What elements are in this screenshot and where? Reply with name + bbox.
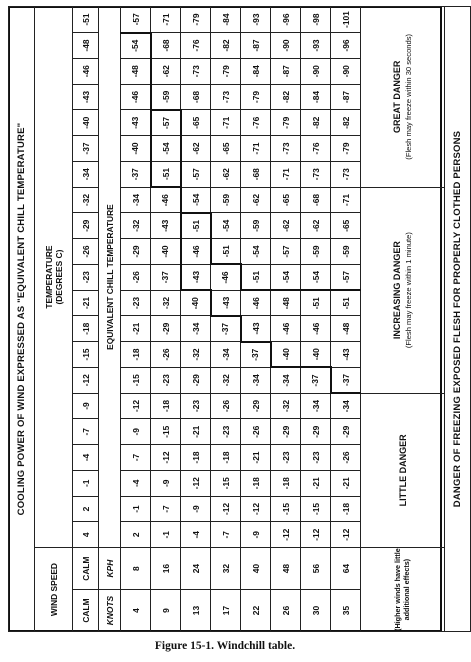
chill-value: -32 — [181, 342, 211, 368]
temperature-value: 2 — [73, 496, 99, 522]
chill-value: -21 — [301, 470, 331, 496]
chill-value: -82 — [301, 110, 331, 136]
data-row — [271, 7, 301, 632]
chill-value: -54 — [211, 213, 241, 239]
danger-zone — [361, 187, 445, 393]
chill-value: -79 — [331, 136, 361, 162]
chill-value: -34 — [121, 187, 151, 213]
temperature-value: -51 — [73, 7, 99, 33]
chill-value: -62 — [301, 213, 331, 239]
temperature-value: -7 — [73, 419, 99, 445]
chill-value: -21 — [181, 419, 211, 445]
chill-value: -32 — [121, 213, 151, 239]
chill-value: -34 — [271, 367, 301, 393]
chill-value: -34 — [211, 342, 241, 368]
chill-value: -26 — [241, 419, 271, 445]
chill-value: -87 — [271, 58, 301, 84]
chill-value: -12 — [151, 445, 181, 471]
chill-value: -51 — [301, 290, 331, 316]
chill-value: -59 — [151, 84, 181, 110]
data-row — [331, 7, 361, 632]
chill-value: -73 — [301, 161, 331, 187]
calm-label: CALM — [73, 548, 99, 590]
chill-value: -43 — [241, 316, 271, 342]
kph-value: 16 — [151, 548, 181, 590]
temperature-label: TEMPERATURE — [43, 245, 54, 309]
chill-value: -23 — [211, 419, 241, 445]
temperature-value: -15 — [73, 342, 99, 368]
data-row — [151, 7, 181, 632]
chill-value: -23 — [301, 445, 331, 471]
higher-winds-note: (Higher winds have little additional effects) — [361, 548, 445, 632]
data-row — [211, 7, 241, 632]
chill-value: -46 — [301, 316, 331, 342]
chill-value: -51 — [241, 264, 271, 290]
windchill-table — [8, 6, 471, 632]
chill-value: -79 — [271, 110, 301, 136]
chill-value: -9 — [121, 419, 151, 445]
chill-value: -46 — [271, 316, 301, 342]
chill-value: -62 — [271, 213, 301, 239]
chill-value: -90 — [271, 33, 301, 59]
chill-value: -51 — [211, 239, 241, 265]
data-row — [301, 7, 331, 632]
chill-value: -7 — [121, 445, 151, 471]
temperature-value: -1 — [73, 470, 99, 496]
chill-value: -68 — [241, 161, 271, 187]
kph-value: 32 — [211, 548, 241, 590]
chill-value: -73 — [271, 136, 301, 162]
chill-value: -7 — [211, 522, 241, 548]
chill-value: -57 — [181, 161, 211, 187]
windchill-table-rotated — [8, 6, 463, 632]
header-row — [35, 7, 73, 632]
chill-value: -87 — [241, 33, 271, 59]
temperature-value: -18 — [73, 316, 99, 342]
chill-value: -29 — [301, 419, 331, 445]
chill-value: -46 — [151, 187, 181, 213]
chill-value: -12 — [181, 470, 211, 496]
chill-value: 2 — [121, 522, 151, 548]
chill-value: -26 — [121, 264, 151, 290]
danger-zone-title: INCREASING DANGER — [392, 241, 402, 340]
chill-value: -93 — [241, 7, 271, 33]
temperature-value: 4 — [73, 522, 99, 548]
bottom-banner-row — [445, 7, 471, 632]
unit-label: KNOTS — [99, 590, 121, 632]
chill-value: -71 — [331, 187, 361, 213]
chill-value: -12 — [331, 522, 361, 548]
chill-value: -1 — [121, 496, 151, 522]
chill-value: -18 — [181, 445, 211, 471]
knots-value: 35 — [331, 590, 361, 632]
chill-value: -37 — [121, 161, 151, 187]
chill-value: -7 — [151, 496, 181, 522]
bottom-banner: DANGER OF FREEZING EXPOSED FLESH FOR PROPERLY CLOTHED PERSONS — [445, 7, 471, 632]
chill-value: -62 — [151, 58, 181, 84]
equivalent-chill-label: EQUIVALENT CHILL TEMPERATURE — [99, 7, 121, 548]
chill-value: -84 — [241, 58, 271, 84]
chill-value: -57 — [151, 110, 181, 136]
chill-value: -40 — [271, 342, 301, 368]
chill-value: -34 — [241, 367, 271, 393]
chill-value: -9 — [181, 496, 211, 522]
chill-value: -18 — [241, 470, 271, 496]
chill-value: -15 — [271, 496, 301, 522]
chill-value: -90 — [301, 58, 331, 84]
unit-label: KPH — [99, 548, 121, 590]
chill-value: -62 — [181, 136, 211, 162]
chill-value: -26 — [211, 393, 241, 419]
chill-value: -32 — [271, 393, 301, 419]
chill-value: -37 — [151, 264, 181, 290]
chill-value: -43 — [151, 213, 181, 239]
temperature-unit: (DEGREES C) — [53, 249, 64, 305]
chill-value: -59 — [211, 187, 241, 213]
chill-value: -40 — [301, 342, 331, 368]
chill-value: -79 — [181, 7, 211, 33]
chill-value: -23 — [121, 290, 151, 316]
chill-value: -37 — [331, 367, 361, 393]
chill-value: -18 — [211, 445, 241, 471]
chill-value: -23 — [181, 393, 211, 419]
chill-value: -96 — [331, 33, 361, 59]
chill-value: -26 — [151, 342, 181, 368]
chill-value: -65 — [181, 110, 211, 136]
kph-value: 64 — [331, 548, 361, 590]
chill-value: -46 — [121, 84, 151, 110]
chill-value: -34 — [181, 316, 211, 342]
knots-value: 26 — [271, 590, 301, 632]
chill-value: -84 — [301, 84, 331, 110]
danger-zone-title: GREAT DANGER — [392, 60, 402, 133]
chill-value: -65 — [271, 187, 301, 213]
chill-value: -84 — [211, 7, 241, 33]
chill-value: -48 — [121, 58, 151, 84]
chill-value: -4 — [121, 470, 151, 496]
chill-value: -93 — [301, 33, 331, 59]
chill-value: -46 — [241, 290, 271, 316]
kph-value: 8 — [121, 548, 151, 590]
figure-caption: Figure 15-1. Windchill table. — [154, 640, 296, 652]
danger-zone-note: (Flesh may freeze within 30 seconds) — [404, 33, 413, 160]
chill-value: -87 — [331, 84, 361, 110]
chill-value: -65 — [331, 213, 361, 239]
chill-value: -29 — [331, 419, 361, 445]
chill-value: -32 — [151, 290, 181, 316]
table-title: COOLING POWER OF WIND EXPRESSED AS "EQUIVALENT CHILL TEMPERATURE" — [9, 7, 35, 632]
kph-value: 48 — [271, 548, 301, 590]
chill-value: -54 — [301, 264, 331, 290]
chill-value: -90 — [331, 58, 361, 84]
chill-value: -46 — [181, 239, 211, 265]
chill-value: -59 — [331, 239, 361, 265]
knots-value: 22 — [241, 590, 271, 632]
chill-value: -40 — [151, 239, 181, 265]
chill-value: -18 — [271, 470, 301, 496]
chill-value: -23 — [151, 367, 181, 393]
chill-value: -21 — [121, 316, 151, 342]
calm-temperature-row — [73, 7, 99, 632]
kph-value: 40 — [241, 548, 271, 590]
chill-value: -73 — [181, 58, 211, 84]
chill-value: -54 — [151, 136, 181, 162]
temperature-value: -32 — [73, 187, 99, 213]
chill-value: -46 — [211, 264, 241, 290]
chill-value: -48 — [331, 316, 361, 342]
chill-value: -18 — [331, 496, 361, 522]
chill-value: -26 — [331, 445, 361, 471]
data-row — [121, 7, 151, 632]
chill-value: -37 — [211, 316, 241, 342]
chill-value: -82 — [211, 33, 241, 59]
chill-value: -21 — [241, 445, 271, 471]
temperature-value: -4 — [73, 445, 99, 471]
temperature-value: -21 — [73, 290, 99, 316]
chill-value: -79 — [241, 84, 271, 110]
chill-value: -29 — [121, 239, 151, 265]
chill-value: -51 — [331, 290, 361, 316]
temperature-header — [35, 7, 73, 548]
chill-value: -101 — [331, 7, 361, 33]
chill-value: -65 — [211, 136, 241, 162]
temperature-value: -37 — [73, 136, 99, 162]
chill-value: -57 — [331, 264, 361, 290]
chill-value: -71 — [211, 110, 241, 136]
chill-value: -51 — [181, 213, 211, 239]
chill-value: -40 — [121, 136, 151, 162]
chill-value: -29 — [241, 393, 271, 419]
chill-value: -12 — [271, 522, 301, 548]
temperature-value: -26 — [73, 239, 99, 265]
chill-value: -15 — [151, 419, 181, 445]
chill-value: -76 — [301, 136, 331, 162]
chill-value: -68 — [301, 187, 331, 213]
knots-value: 30 — [301, 590, 331, 632]
kph-value: 56 — [301, 548, 331, 590]
chill-value: -12 — [301, 522, 331, 548]
knots-value: 13 — [181, 590, 211, 632]
temperature-value: -48 — [73, 33, 99, 59]
chill-value: -21 — [331, 470, 361, 496]
chill-value: -48 — [271, 290, 301, 316]
zone-row — [361, 7, 445, 632]
kph-value: 24 — [181, 548, 211, 590]
chill-value: -73 — [331, 161, 361, 187]
chill-value: -73 — [211, 84, 241, 110]
chill-value: -43 — [211, 290, 241, 316]
chill-value: -40 — [181, 290, 211, 316]
chill-value: -12 — [121, 393, 151, 419]
knots-value: 17 — [211, 590, 241, 632]
chill-value: -12 — [211, 496, 241, 522]
chill-value: -54 — [181, 187, 211, 213]
chill-value: -32 — [211, 367, 241, 393]
knots-value: 9 — [151, 590, 181, 632]
chill-value: -54 — [121, 33, 151, 59]
chill-value: -57 — [121, 7, 151, 33]
chill-value: -34 — [331, 393, 361, 419]
chill-value: -15 — [121, 367, 151, 393]
chill-value: -18 — [151, 393, 181, 419]
chill-value: -29 — [271, 419, 301, 445]
temperature-value: -12 — [73, 367, 99, 393]
chill-value: -71 — [241, 136, 271, 162]
chill-value: -4 — [181, 522, 211, 548]
chill-value: -15 — [301, 496, 331, 522]
chill-value: -62 — [211, 161, 241, 187]
chill-value: -71 — [271, 161, 301, 187]
data-row — [241, 7, 271, 632]
chill-value: -43 — [181, 264, 211, 290]
temperature-value: -43 — [73, 84, 99, 110]
danger-zone-note: (Flesh may freeze within 1 minute) — [404, 232, 413, 349]
temperature-value: -46 — [73, 58, 99, 84]
chill-value: -1 — [151, 522, 181, 548]
chill-value: -43 — [331, 342, 361, 368]
chill-value: -15 — [211, 470, 241, 496]
chill-value: -9 — [151, 470, 181, 496]
chill-value: -68 — [181, 84, 211, 110]
data-row — [181, 7, 211, 632]
chill-value: -29 — [181, 367, 211, 393]
units-row — [99, 7, 121, 632]
chill-value: -76 — [181, 33, 211, 59]
chill-value: -37 — [301, 367, 331, 393]
temperature-value: -40 — [73, 110, 99, 136]
chill-value: -18 — [121, 342, 151, 368]
danger-zone — [361, 7, 445, 188]
chill-value: -98 — [301, 7, 331, 33]
temperature-value: -9 — [73, 393, 99, 419]
chill-value: -43 — [121, 110, 151, 136]
danger-zone — [361, 393, 445, 548]
danger-zone-title: LITTLE DANGER — [397, 434, 408, 507]
chill-value: -34 — [301, 393, 331, 419]
chill-value: -82 — [331, 110, 361, 136]
knots-value: 4 — [121, 590, 151, 632]
chill-value: -37 — [241, 342, 271, 368]
chill-value: -68 — [151, 33, 181, 59]
chill-value: -51 — [151, 161, 181, 187]
temperature-value: -29 — [73, 213, 99, 239]
wind-speed-label: WIND SPEED — [35, 548, 73, 632]
chill-value: -57 — [271, 239, 301, 265]
chill-value: -59 — [301, 239, 331, 265]
chill-value: -29 — [151, 316, 181, 342]
chill-value: -71 — [151, 7, 181, 33]
chill-value: -54 — [241, 239, 271, 265]
calm-label: CALM — [73, 590, 99, 632]
chill-value: -59 — [241, 213, 271, 239]
chill-value: -9 — [241, 522, 271, 548]
temperature-value: -34 — [73, 161, 99, 187]
chill-value: -76 — [241, 110, 271, 136]
title-row — [9, 7, 35, 632]
chill-value: -23 — [271, 445, 301, 471]
chill-value: -54 — [271, 264, 301, 290]
chill-value: -96 — [271, 7, 301, 33]
chill-value: -82 — [271, 84, 301, 110]
temperature-value: -23 — [73, 264, 99, 290]
chill-value: -79 — [211, 58, 241, 84]
chill-value: -12 — [241, 496, 271, 522]
chill-value: -62 — [241, 187, 271, 213]
